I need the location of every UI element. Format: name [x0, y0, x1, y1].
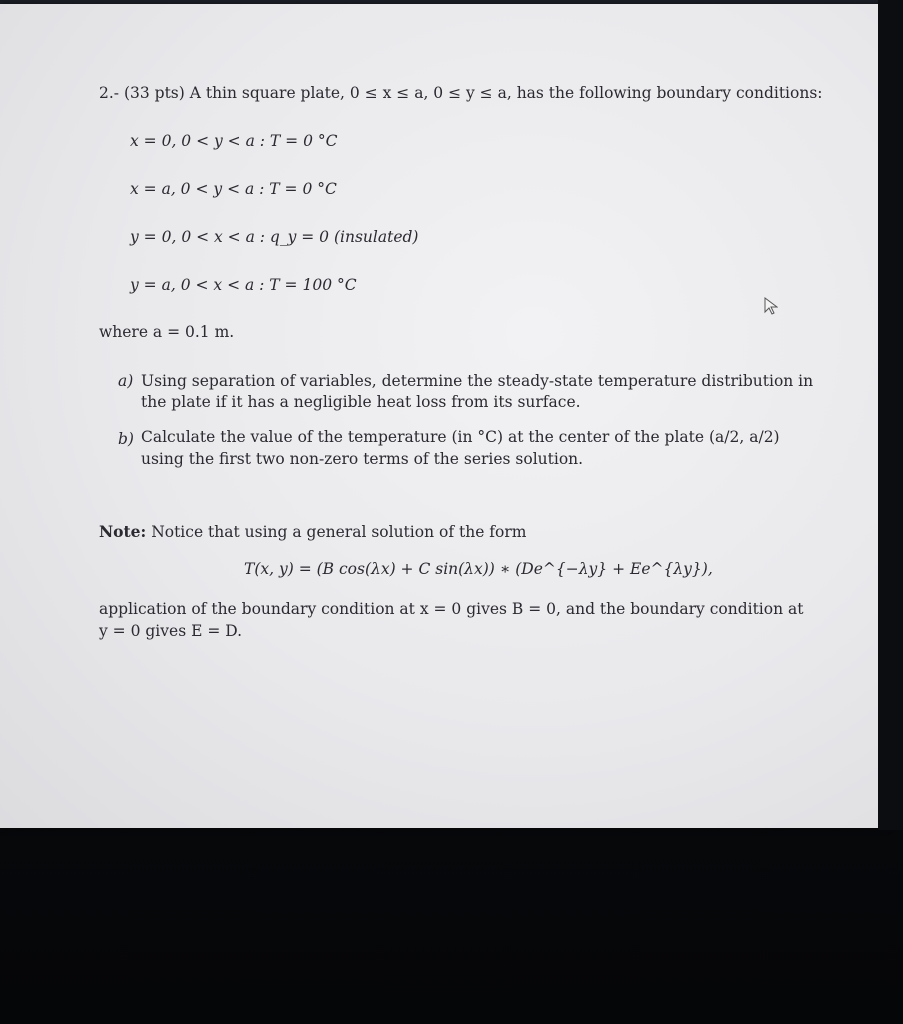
boundary-condition-2: x = a, 0 < y < a : T = 0 °C [130, 180, 337, 198]
part-b-label: b) [118, 430, 134, 448]
boundary-condition-4: y = a, 0 < x < a : T = 100 °C [130, 276, 357, 294]
part-a-label: a) [118, 372, 134, 390]
monitor-edge [878, 0, 903, 830]
boundary-condition-3: y = 0, 0 < x < a : q_y = 0 (insulated) [130, 228, 419, 246]
part-a-line-1: Using separation of variables, determine the steady-state temperature distribution in [141, 372, 814, 390]
part-b-line-1: Calculate the value of the temperature (in °C) at the center of the plate (a/2, a/2) [141, 428, 780, 446]
paper-sheet [0, 4, 890, 828]
dell-logo [435, 866, 565, 912]
note-label: Note: [99, 522, 147, 541]
note-paragraph [99, 522, 526, 541]
boundary-condition-1: x = 0, 0 < y < a : T = 0 °C [130, 132, 338, 150]
general-solution-equation: T(x, y) = (B cos(λx) + C sin(λx)) ∗ (De^{−λy} + Ee^{λy}), [244, 560, 713, 578]
note-line-2: y = 0 gives E = D. [99, 622, 243, 640]
part-b-line-2: using the first two non-zero terms of the series solution. [141, 450, 584, 468]
note-intro: Notice that using a general solution of the form [151, 523, 527, 541]
part-a-line-2: the plate if it has a negligible heat loss from its surface. [141, 393, 581, 411]
mouse-cursor-icon [764, 297, 778, 315]
note-line-1: application of the boundary condition at x = 0 gives B = 0, and the boundary condition at [99, 600, 804, 618]
where-statement: where a = 0.1 m. [99, 323, 235, 341]
problem-header: 2.- (33 pts) A thin square plate, 0 ≤ x ≤ a, 0 ≤ y ≤ a, has the following boundary conditions: [99, 84, 823, 102]
